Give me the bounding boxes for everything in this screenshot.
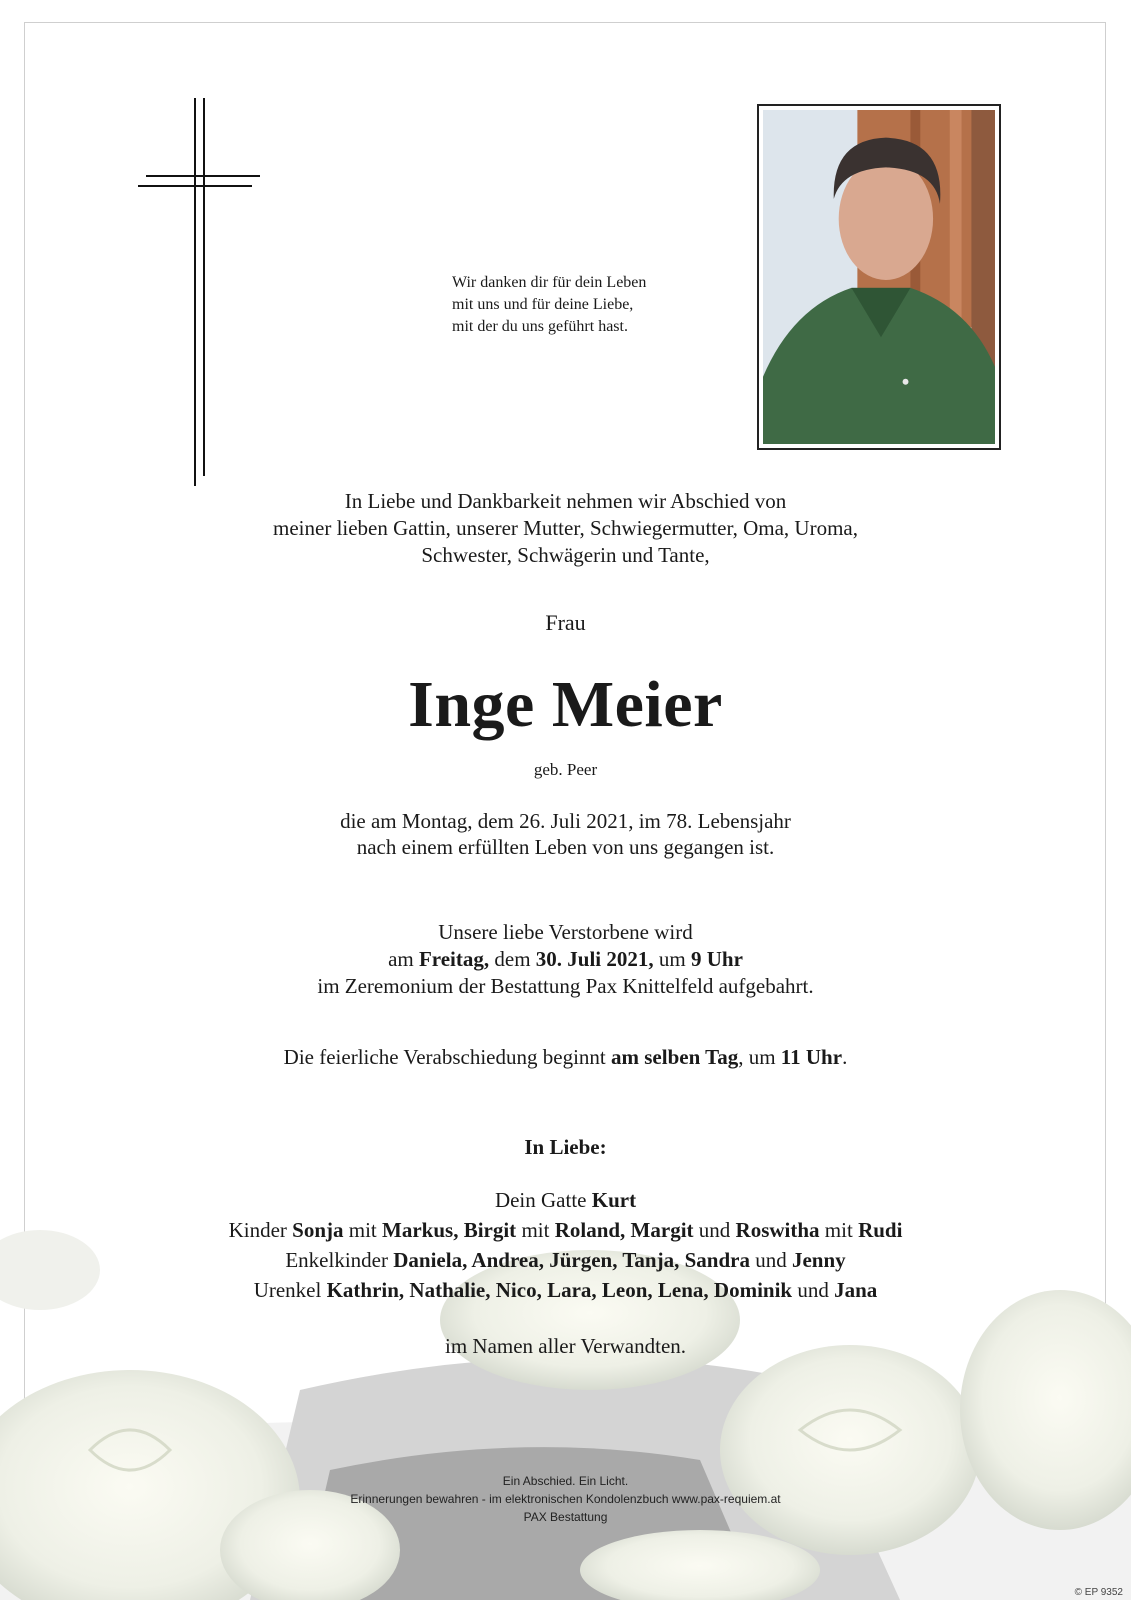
- intro-line: meiner lieben Gattin, unserer Mutter, Schwiegermutter, Oma, Uroma,: [273, 516, 858, 540]
- farewell-notice: Die feierliche Verabschiedung beginnt am selben Tag, um 11 Uhr.: [283, 1045, 848, 1069]
- quote-line: mit uns und für deine Liebe,: [452, 296, 634, 313]
- portrait-frame: [757, 104, 1001, 450]
- quote-line: Wir danken dir für dein Leben: [452, 274, 647, 291]
- footer-line: Erinnerungen bewahren - im elektronischen Kondolenzbuch www.pax-requiem.at: [350, 1492, 781, 1506]
- cross-icon: [138, 98, 264, 486]
- mourners-heading: In Liebe:: [524, 1135, 607, 1159]
- mourner-line-spouse: Dein Gatte Kurt: [494, 1188, 637, 1212]
- footer-line: Ein Abschied. Ein Licht.: [502, 1474, 629, 1488]
- footer-line: PAX Bestattung: [523, 1510, 608, 1524]
- mourners-list: [0, 1185, 1131, 1305]
- viewing-notice: [0, 919, 1131, 1000]
- death-notice: [0, 808, 1131, 860]
- death-notice-line: die am Montag, dem 26. Juli 2021, im 78. Lebensjahr: [340, 809, 791, 833]
- mourner-line-grandchildren: Enkelkinder Daniela, Andrea, Jürgen, Tanja, Sandra und Jenny: [285, 1248, 846, 1272]
- deceased-name: Inge Meier: [408, 668, 723, 741]
- viewing-line: am Freitag, dem 30. Juli 2021, um 9 Uhr: [388, 947, 743, 971]
- mourner-line-children: Kinder Sonja mit Markus, Birgit mit Roland, Margit und Roswitha mit Rudi: [228, 1218, 903, 1242]
- quote: [452, 272, 712, 338]
- portrait-photo: [763, 110, 995, 444]
- salutation: Frau: [545, 610, 586, 635]
- viewing-line: Unsere liebe Verstorbene wird: [438, 920, 693, 944]
- death-notice-line: nach einem erfüllten Leben von uns gegangen ist.: [356, 835, 775, 859]
- mourner-line-great-grandchildren: Urenkel Kathrin, Nathalie, Nico, Lara, Leon, Lena, Dominik und Jana: [253, 1278, 878, 1302]
- closing-line: im Namen aller Verwandten.: [444, 1334, 687, 1358]
- intro-text: [0, 488, 1131, 569]
- footer: [0, 1472, 1131, 1526]
- viewing-line: im Zeremonium der Bestattung Pax Knittelfeld aufgebahrt.: [317, 974, 814, 998]
- intro-line: Schwester, Schwägerin und Tante,: [421, 543, 710, 567]
- intro-line: In Liebe und Dankbarkeit nehmen wir Abschied von: [344, 489, 787, 513]
- quote-line: mit der du uns geführt hast.: [452, 318, 628, 335]
- birth-name: geb. Peer: [533, 760, 598, 779]
- document-code: © EP 9352: [1074, 1587, 1123, 1598]
